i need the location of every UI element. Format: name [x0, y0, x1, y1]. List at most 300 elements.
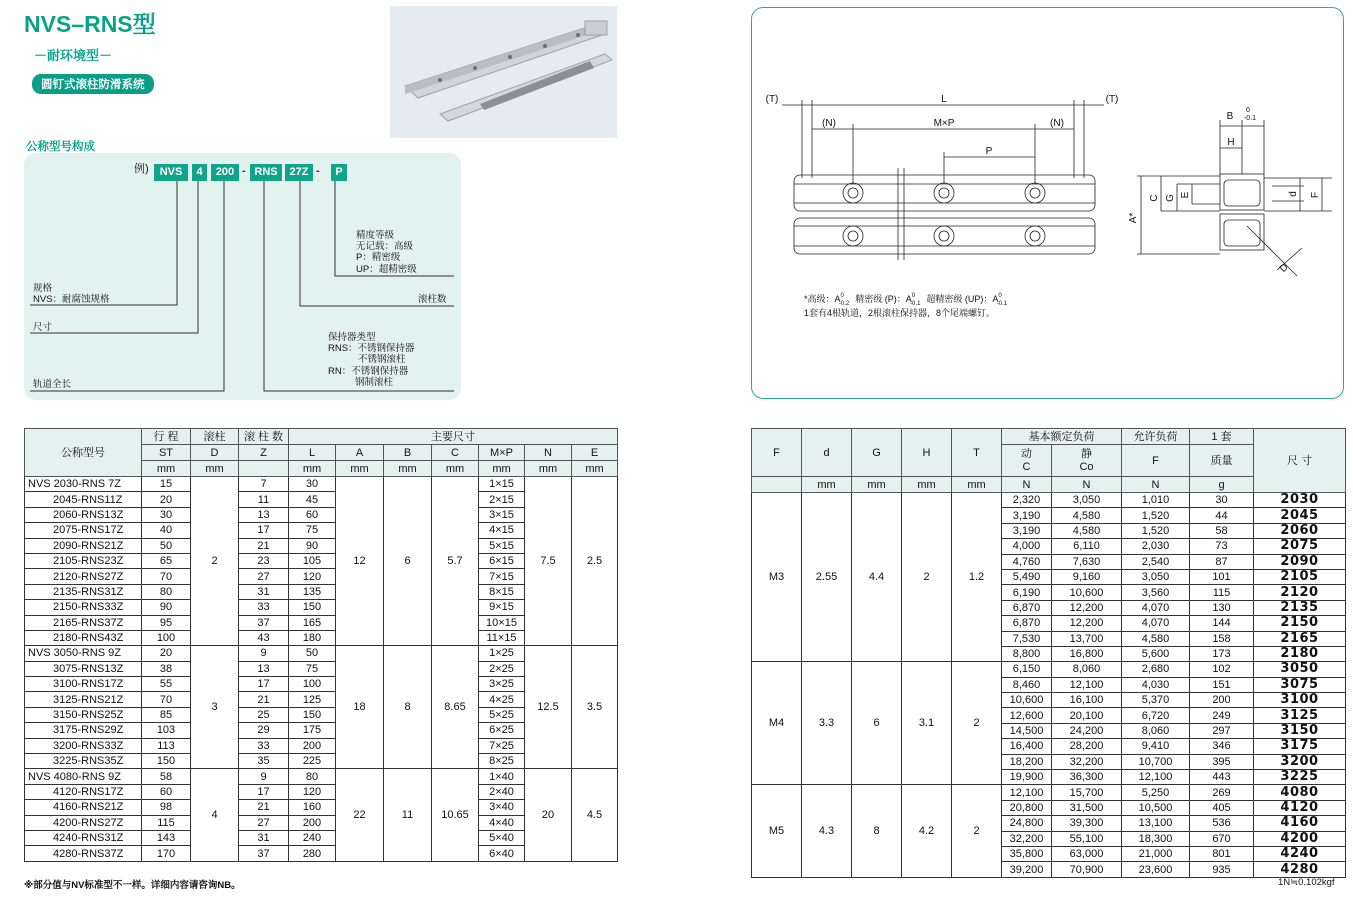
static-load-cell: 3,050	[1052, 493, 1122, 508]
roller-count-cell: 37	[239, 846, 289, 861]
mxp-cell: 5×15	[479, 538, 525, 553]
roller-count-cell: 27	[239, 815, 289, 830]
roller-count-cell: 13	[239, 661, 289, 676]
static-load-cell: 12,100	[1052, 677, 1122, 692]
mxp-cell: 1×25	[479, 646, 525, 661]
static-load-cell: 10,600	[1052, 585, 1122, 600]
static-load-cell: 39,300	[1052, 816, 1122, 831]
length-cell: 240	[289, 830, 336, 845]
static-load-cell: 9,160	[1052, 569, 1122, 584]
model-cell: 2150-RNS33Z	[25, 600, 142, 615]
hdr-unit: mm	[902, 477, 952, 493]
example-label: 例)	[134, 163, 149, 175]
stroke-cell: 38	[142, 661, 191, 676]
allowable-load-cell: 12,100	[1122, 770, 1190, 785]
dim-t-cell: 2	[952, 662, 1002, 785]
dynamic-load-cell: 4,000	[1002, 539, 1052, 554]
hdr-unit-n: N	[1002, 477, 1052, 493]
mass-cell: 670	[1190, 831, 1254, 846]
hdr-n: N	[525, 445, 572, 461]
code-part-size: 4	[192, 164, 207, 181]
model-cell: 3175-RNS29Z	[25, 723, 142, 738]
mass-cell: 115	[1190, 585, 1254, 600]
static-load-cell: 63,000	[1052, 846, 1122, 861]
stroke-cell: 20	[142, 492, 191, 507]
length-cell: 50	[289, 646, 336, 661]
table-row	[25, 769, 618, 784]
dynamic-load-cell: 39,200	[1002, 862, 1052, 877]
dia-cell: 4	[191, 769, 239, 861]
model-cell: NVS 2030-RNS 7Z	[25, 477, 142, 492]
static-load-cell: 13,700	[1052, 631, 1122, 646]
roller-count-cell: 33	[239, 600, 289, 615]
cage-rns-2: 不锈钢滚柱	[358, 354, 406, 365]
code-separator: -	[316, 165, 320, 177]
allowable-load-cell: 4,580	[1122, 631, 1190, 646]
model-cell: 3125-RNS21Z	[25, 692, 142, 707]
dim-d-small: d	[1288, 191, 1299, 197]
mass-cell: 405	[1190, 800, 1254, 815]
dim-t-right: (T)	[1105, 94, 1119, 105]
dim-n-cell: 20	[525, 769, 572, 861]
mass-cell: 536	[1190, 816, 1254, 831]
allowable-load-cell: 4,030	[1122, 677, 1190, 692]
mass-cell: 249	[1190, 708, 1254, 723]
dia-cell: 2	[191, 477, 239, 646]
mass-cell: 144	[1190, 616, 1254, 631]
hdr-allow: 允许负荷	[1122, 429, 1190, 445]
svg-text:*高级：A0-0.2精密级 (P)：A0-0.1超精密级 (	[804, 293, 1008, 307]
spec-title: 规格	[33, 283, 53, 294]
dim-f-cell: M4	[752, 662, 802, 785]
length-cell: 30	[289, 477, 336, 492]
dynamic-load-cell: 8,460	[1002, 677, 1052, 692]
hdr-b: B	[384, 445, 432, 461]
hdr-count: 滚 柱 数	[239, 429, 289, 445]
dim-a: A*	[1128, 212, 1139, 224]
roller-count-cell: 9	[239, 646, 289, 661]
dim-c: C	[1149, 194, 1160, 202]
model-cell: 3150-RNS25Z	[25, 707, 142, 722]
hdr-dyn: 动	[1021, 447, 1032, 460]
hdr-unit: mm	[384, 461, 432, 477]
hdr-unit: mm	[572, 461, 618, 477]
static-load-cell: 32,200	[1052, 754, 1122, 769]
mxp-cell: 8×15	[479, 584, 525, 599]
hdr-unit-n: N	[1052, 477, 1122, 493]
static-load-cell: 20,100	[1052, 708, 1122, 723]
hdr-fa: F	[1122, 445, 1190, 477]
length-cell: 100	[289, 677, 336, 692]
dim-d-large: D	[1277, 261, 1291, 275]
stroke-cell: 85	[142, 707, 191, 722]
dim-f-cell: M5	[752, 785, 802, 877]
hdr-c: C	[432, 445, 479, 461]
stroke-cell: 150	[142, 754, 191, 769]
mxp-cell: 2×15	[479, 492, 525, 507]
size-code-cell: 2165	[1254, 631, 1346, 646]
dim-a-cell: 12	[336, 477, 384, 646]
dim-e-cell: 3.5	[572, 646, 618, 769]
roller-count-cell: 17	[239, 523, 289, 538]
allowable-load-cell: 3,050	[1122, 569, 1190, 584]
hdr-stat: 静	[1081, 447, 1092, 460]
hdr-d: D	[191, 445, 239, 461]
static-load-cell: 4,580	[1052, 508, 1122, 523]
allowable-load-cell: 3,560	[1122, 585, 1190, 600]
hdr-mass1: 1 套	[1190, 429, 1254, 445]
allowable-load-cell: 1,520	[1122, 523, 1190, 538]
hdr-f: F	[752, 429, 802, 477]
dim-n-left: (N)	[822, 118, 836, 129]
static-load-cell: 12,200	[1052, 600, 1122, 615]
length-cell: 180	[289, 630, 336, 645]
mxp-cell: 4×25	[479, 692, 525, 707]
size-code-cell: 3125	[1254, 708, 1346, 723]
dim-b-cell: 8	[384, 646, 432, 769]
code-part-length: 200	[211, 164, 239, 181]
hdr-unit: mm	[952, 477, 1002, 493]
model-cell: NVS 3050-RNS 9Z	[25, 646, 142, 661]
roller-count-cell: 7	[239, 477, 289, 492]
mxp-cell: 3×15	[479, 507, 525, 522]
hdr-h: H	[902, 429, 952, 477]
rollers-label: 滚柱数	[418, 294, 447, 305]
roller-count-cell: 25	[239, 707, 289, 722]
static-load-cell: 8,060	[1052, 662, 1122, 677]
hdr-z: Z	[239, 445, 289, 461]
left-spec-table	[24, 428, 618, 862]
allowable-load-cell: 6,720	[1122, 708, 1190, 723]
roller-count-cell: 21	[239, 800, 289, 815]
series-badge: 圆钉式滚柱防滑系统	[32, 74, 154, 94]
dim-t-left: (T)	[765, 94, 779, 105]
code-part-cage: RNS	[250, 164, 282, 181]
model-cell: 4240-RNS31Z	[25, 830, 142, 845]
roller-count-cell: 31	[239, 830, 289, 845]
hdr-co: Co	[1079, 460, 1094, 473]
size-code-cell: 4080	[1254, 785, 1346, 800]
stroke-cell: 170	[142, 846, 191, 861]
hdr-unit: mm	[432, 461, 479, 477]
allowable-load-cell: 8,060	[1122, 723, 1190, 738]
dynamic-load-cell: 14,500	[1002, 723, 1052, 738]
model-cell: 2120-RNS27Z	[25, 569, 142, 584]
dim-c-cell: 5.7	[432, 477, 479, 646]
size-code-cell: 2180	[1254, 646, 1346, 661]
length-cell: 165	[289, 615, 336, 630]
model-cell: 4280-RNS37Z	[25, 846, 142, 861]
dynamic-load-cell: 6,870	[1002, 616, 1052, 631]
roller-count-cell: 29	[239, 723, 289, 738]
stroke-cell: 80	[142, 584, 191, 599]
size-code-cell: 4280	[1254, 862, 1346, 877]
length-cell: 120	[289, 784, 336, 799]
mass-cell: 173	[1190, 646, 1254, 661]
hdr-d-small: d	[802, 429, 852, 477]
length-cell: 75	[289, 661, 336, 676]
hdr-c-dyn: C	[1022, 460, 1031, 473]
mass-cell: 44	[1190, 508, 1254, 523]
roller-count-cell: 43	[239, 630, 289, 645]
dynamic-load-cell: 24,800	[1002, 816, 1052, 831]
stroke-cell: 90	[142, 600, 191, 615]
allowable-load-cell: 2,680	[1122, 662, 1190, 677]
model-cell: 3100-RNS17Z	[25, 677, 142, 692]
roller-count-cell: 35	[239, 754, 289, 769]
hdr-unit: mm	[852, 477, 902, 493]
hdr-mxp: M×P	[479, 445, 525, 461]
cage-rn-1: RN：不锈钢保持器	[328, 366, 409, 377]
roller-count-cell: 31	[239, 584, 289, 599]
hdr-unit: mm	[479, 461, 525, 477]
dynamic-load-cell: 3,190	[1002, 508, 1052, 523]
cage-rn-2: 钢制滚柱	[355, 377, 394, 388]
static-load-cell: 16,800	[1052, 646, 1122, 661]
dim-f: F	[1310, 191, 1321, 199]
dim-t-cell: 2	[952, 785, 1002, 877]
product-photo-illustration	[390, 6, 617, 138]
code-part-series: NVS	[154, 164, 188, 181]
roller-count-cell: 23	[239, 553, 289, 568]
size-code-cell: 3225	[1254, 770, 1346, 785]
mass-cell: 801	[1190, 846, 1254, 861]
static-load-cell: 28,200	[1052, 739, 1122, 754]
allowable-load-cell: 4,070	[1122, 616, 1190, 631]
hdr-main: 主要尺寸	[289, 429, 618, 445]
roller-count-cell: 33	[239, 738, 289, 753]
dim-g-cell: 4.4	[852, 493, 902, 662]
tol-high-lower: -0.2	[838, 301, 850, 307]
size-code-cell: 2030	[1254, 493, 1346, 508]
allowable-load-cell: 5,600	[1122, 646, 1190, 661]
mass-cell: 269	[1190, 785, 1254, 800]
dim-b: B	[1226, 111, 1234, 122]
stroke-cell: 143	[142, 830, 191, 845]
dynamic-load-cell: 19,900	[1002, 770, 1052, 785]
length-cell: 60	[289, 507, 336, 522]
dimension-drawing-panel	[751, 7, 1344, 399]
tol-high-upper: 0	[840, 293, 844, 299]
model-cell: 2060-RNS13Z	[25, 507, 142, 522]
dim-h-cell: 3.1	[902, 662, 952, 785]
model-cell: 2090-RNS21Z	[25, 538, 142, 553]
length-cell: 150	[289, 600, 336, 615]
model-cell: 4120-RNS17Z	[25, 784, 142, 799]
dimension-drawing	[752, 8, 1344, 398]
mass-cell: 58	[1190, 523, 1254, 538]
static-load-cell: 70,900	[1052, 862, 1122, 877]
tol-up-upper: 0	[998, 293, 1002, 299]
hdr-unit-n: N	[1122, 477, 1190, 493]
length-cell: 75	[289, 523, 336, 538]
mass-cell: 87	[1190, 554, 1254, 569]
model-cell: 2045-RNS11Z	[25, 492, 142, 507]
roller-count-cell: 21	[239, 538, 289, 553]
mxp-cell: 1×15	[479, 477, 525, 492]
stroke-cell: 70	[142, 569, 191, 584]
static-load-cell: 12,200	[1052, 616, 1122, 631]
length-cell: 120	[289, 569, 336, 584]
dim-a-cell: 18	[336, 646, 384, 769]
hdr-a: A	[336, 445, 384, 461]
model-cell: 2075-RNS17Z	[25, 523, 142, 538]
precision-p: P：精密级	[356, 252, 401, 263]
roller-count-cell: 11	[239, 492, 289, 507]
length-cell: 45	[289, 492, 336, 507]
mass-cell: 130	[1190, 600, 1254, 615]
right-spec-table	[751, 428, 1346, 878]
dim-e-cell: 2.5	[572, 477, 618, 646]
dia-cell: 3	[191, 646, 239, 769]
roller-count-cell: 21	[239, 692, 289, 707]
dim-b-tol-upper: 0	[1246, 107, 1250, 114]
allowable-load-cell: 10,500	[1122, 800, 1190, 815]
model-cell: 3075-RNS13Z	[25, 661, 142, 676]
size-code-cell: 2105	[1254, 569, 1346, 584]
code-part-precision: P	[331, 164, 347, 181]
table-row	[752, 785, 1346, 800]
right-footnote: 1N≒0.102kgf	[1278, 877, 1335, 888]
allowable-load-cell: 4,070	[1122, 600, 1190, 615]
dim-h-cell: 4.2	[902, 785, 952, 877]
stroke-cell: 100	[142, 630, 191, 645]
allowable-load-cell: 23,600	[1122, 862, 1190, 877]
precision-none: 无记载：高级	[356, 241, 414, 252]
static-load-cell: 7,630	[1052, 554, 1122, 569]
mass-cell: 30	[1190, 493, 1254, 508]
dim-f-cell: M3	[752, 493, 802, 662]
length-cell: 175	[289, 723, 336, 738]
mass-cell: 200	[1190, 693, 1254, 708]
note-set: 1套有4根轨道，2根滚柱保持器，8个尾端螺钉。	[804, 308, 996, 318]
size-code-cell: 2150	[1254, 616, 1346, 631]
dim-t-cell: 1.2	[952, 493, 1002, 662]
table-row	[752, 662, 1346, 677]
dim-l: L	[941, 94, 947, 105]
size-code-cell: 3200	[1254, 754, 1346, 769]
mass-cell: 346	[1190, 739, 1254, 754]
hdr-mass2: 质量	[1190, 445, 1254, 477]
allowable-load-cell: 10,700	[1122, 754, 1190, 769]
allowable-load-cell: 1,520	[1122, 508, 1190, 523]
static-load-cell: 16,100	[1052, 693, 1122, 708]
static-load-cell: 4,580	[1052, 523, 1122, 538]
dim-g: G	[1165, 194, 1176, 202]
code-structure-heading: 公称型号构成	[26, 141, 95, 153]
hdr-unit: mm	[142, 461, 191, 477]
mxp-cell: 10×15	[479, 615, 525, 630]
hdr-dia1: 滚柱	[191, 429, 239, 445]
allowable-load-cell: 2,030	[1122, 539, 1190, 554]
size-code-cell: 2120	[1254, 585, 1346, 600]
hdr-l: L	[289, 445, 336, 461]
dim-a-cell: 22	[336, 769, 384, 861]
dynamic-load-cell: 32,200	[1002, 831, 1052, 846]
mass-cell: 158	[1190, 631, 1254, 646]
dim-n-right: (N)	[1050, 118, 1064, 129]
model-cell: 4200-RNS27Z	[25, 815, 142, 830]
tol-up-lower: -0.1	[996, 301, 1008, 307]
dynamic-load-cell: 2,320	[1002, 493, 1052, 508]
mxp-cell: 4×15	[479, 523, 525, 538]
stroke-cell: 30	[142, 507, 191, 522]
length-cell: 80	[289, 769, 336, 784]
mxp-cell: 5×40	[479, 830, 525, 845]
mxp-cell: 7×25	[479, 738, 525, 753]
mxp-cell: 7×15	[479, 569, 525, 584]
mxp-cell: 6×25	[479, 723, 525, 738]
note-grade-up: 超精密级 (UP)：A	[926, 294, 999, 304]
model-cell: 2105-RNS23Z	[25, 553, 142, 568]
dynamic-load-cell: 18,200	[1002, 754, 1052, 769]
table-row	[25, 646, 618, 661]
table-row	[25, 477, 618, 492]
size-code-cell: 3075	[1254, 677, 1346, 692]
model-cell: 4160-RNS21Z	[25, 800, 142, 815]
size-code-cell: 3175	[1254, 739, 1346, 754]
cage-title: 保持器类型	[328, 332, 376, 343]
static-load-cell: 6,110	[1052, 539, 1122, 554]
stroke-cell: 58	[142, 769, 191, 784]
roller-count-cell: 27	[239, 569, 289, 584]
mxp-cell: 9×15	[479, 600, 525, 615]
allowable-load-cell: 2,540	[1122, 554, 1190, 569]
hdr-model: 公称型号	[25, 429, 142, 477]
precision-up: UP：超精密级	[356, 264, 417, 275]
mxp-cell: 6×15	[479, 553, 525, 568]
size-code-cell: 4200	[1254, 831, 1346, 846]
mxp-cell: 1×40	[479, 769, 525, 784]
length-cell: 280	[289, 846, 336, 861]
dim-c-cell: 10.65	[432, 769, 479, 861]
model-cell: 2135-RNS31Z	[25, 584, 142, 599]
dim-c-cell: 8.65	[432, 646, 479, 769]
dynamic-load-cell: 10,600	[1002, 693, 1052, 708]
allowable-load-cell: 9,410	[1122, 739, 1190, 754]
dim-g-cell: 8	[852, 785, 902, 877]
dynamic-load-cell: 12,600	[1002, 708, 1052, 723]
page-title: NVS–RNS型	[24, 11, 156, 37]
allowable-load-cell: 5,250	[1122, 785, 1190, 800]
note-grade-high: *高级：A	[804, 294, 841, 304]
static-load-cell: 31,500	[1052, 800, 1122, 815]
model-cell: NVS 4080-RNS 9Z	[25, 769, 142, 784]
size-code-cell: 4160	[1254, 816, 1346, 831]
static-load-cell: 55,100	[1052, 831, 1122, 846]
mass-cell: 297	[1190, 723, 1254, 738]
stroke-cell: 20	[142, 646, 191, 661]
size-code-cell: 2060	[1254, 523, 1346, 538]
dynamic-load-cell: 6,150	[1002, 662, 1052, 677]
model-cell: 3200-RNS33Z	[25, 738, 142, 753]
dim-n-cell: 7.5	[525, 477, 572, 646]
dim-d-cell: 2.55	[802, 493, 852, 662]
stroke-cell: 115	[142, 815, 191, 830]
stroke-cell: 103	[142, 723, 191, 738]
mxp-cell: 2×25	[479, 661, 525, 676]
hdr-load: 基本额定负荷	[1002, 429, 1122, 445]
allowable-load-cell: 13,100	[1122, 816, 1190, 831]
length-cell: 160	[289, 800, 336, 815]
size-label: 尺寸	[33, 322, 53, 333]
model-cell: 3225-RNS35Z	[25, 754, 142, 769]
size-code-cell: 2045	[1254, 508, 1346, 523]
roller-count-cell: 37	[239, 615, 289, 630]
hdr-unit-g: g	[1190, 477, 1254, 493]
dynamic-load-cell: 16,400	[1002, 739, 1052, 754]
mxp-cell: 4×40	[479, 815, 525, 830]
